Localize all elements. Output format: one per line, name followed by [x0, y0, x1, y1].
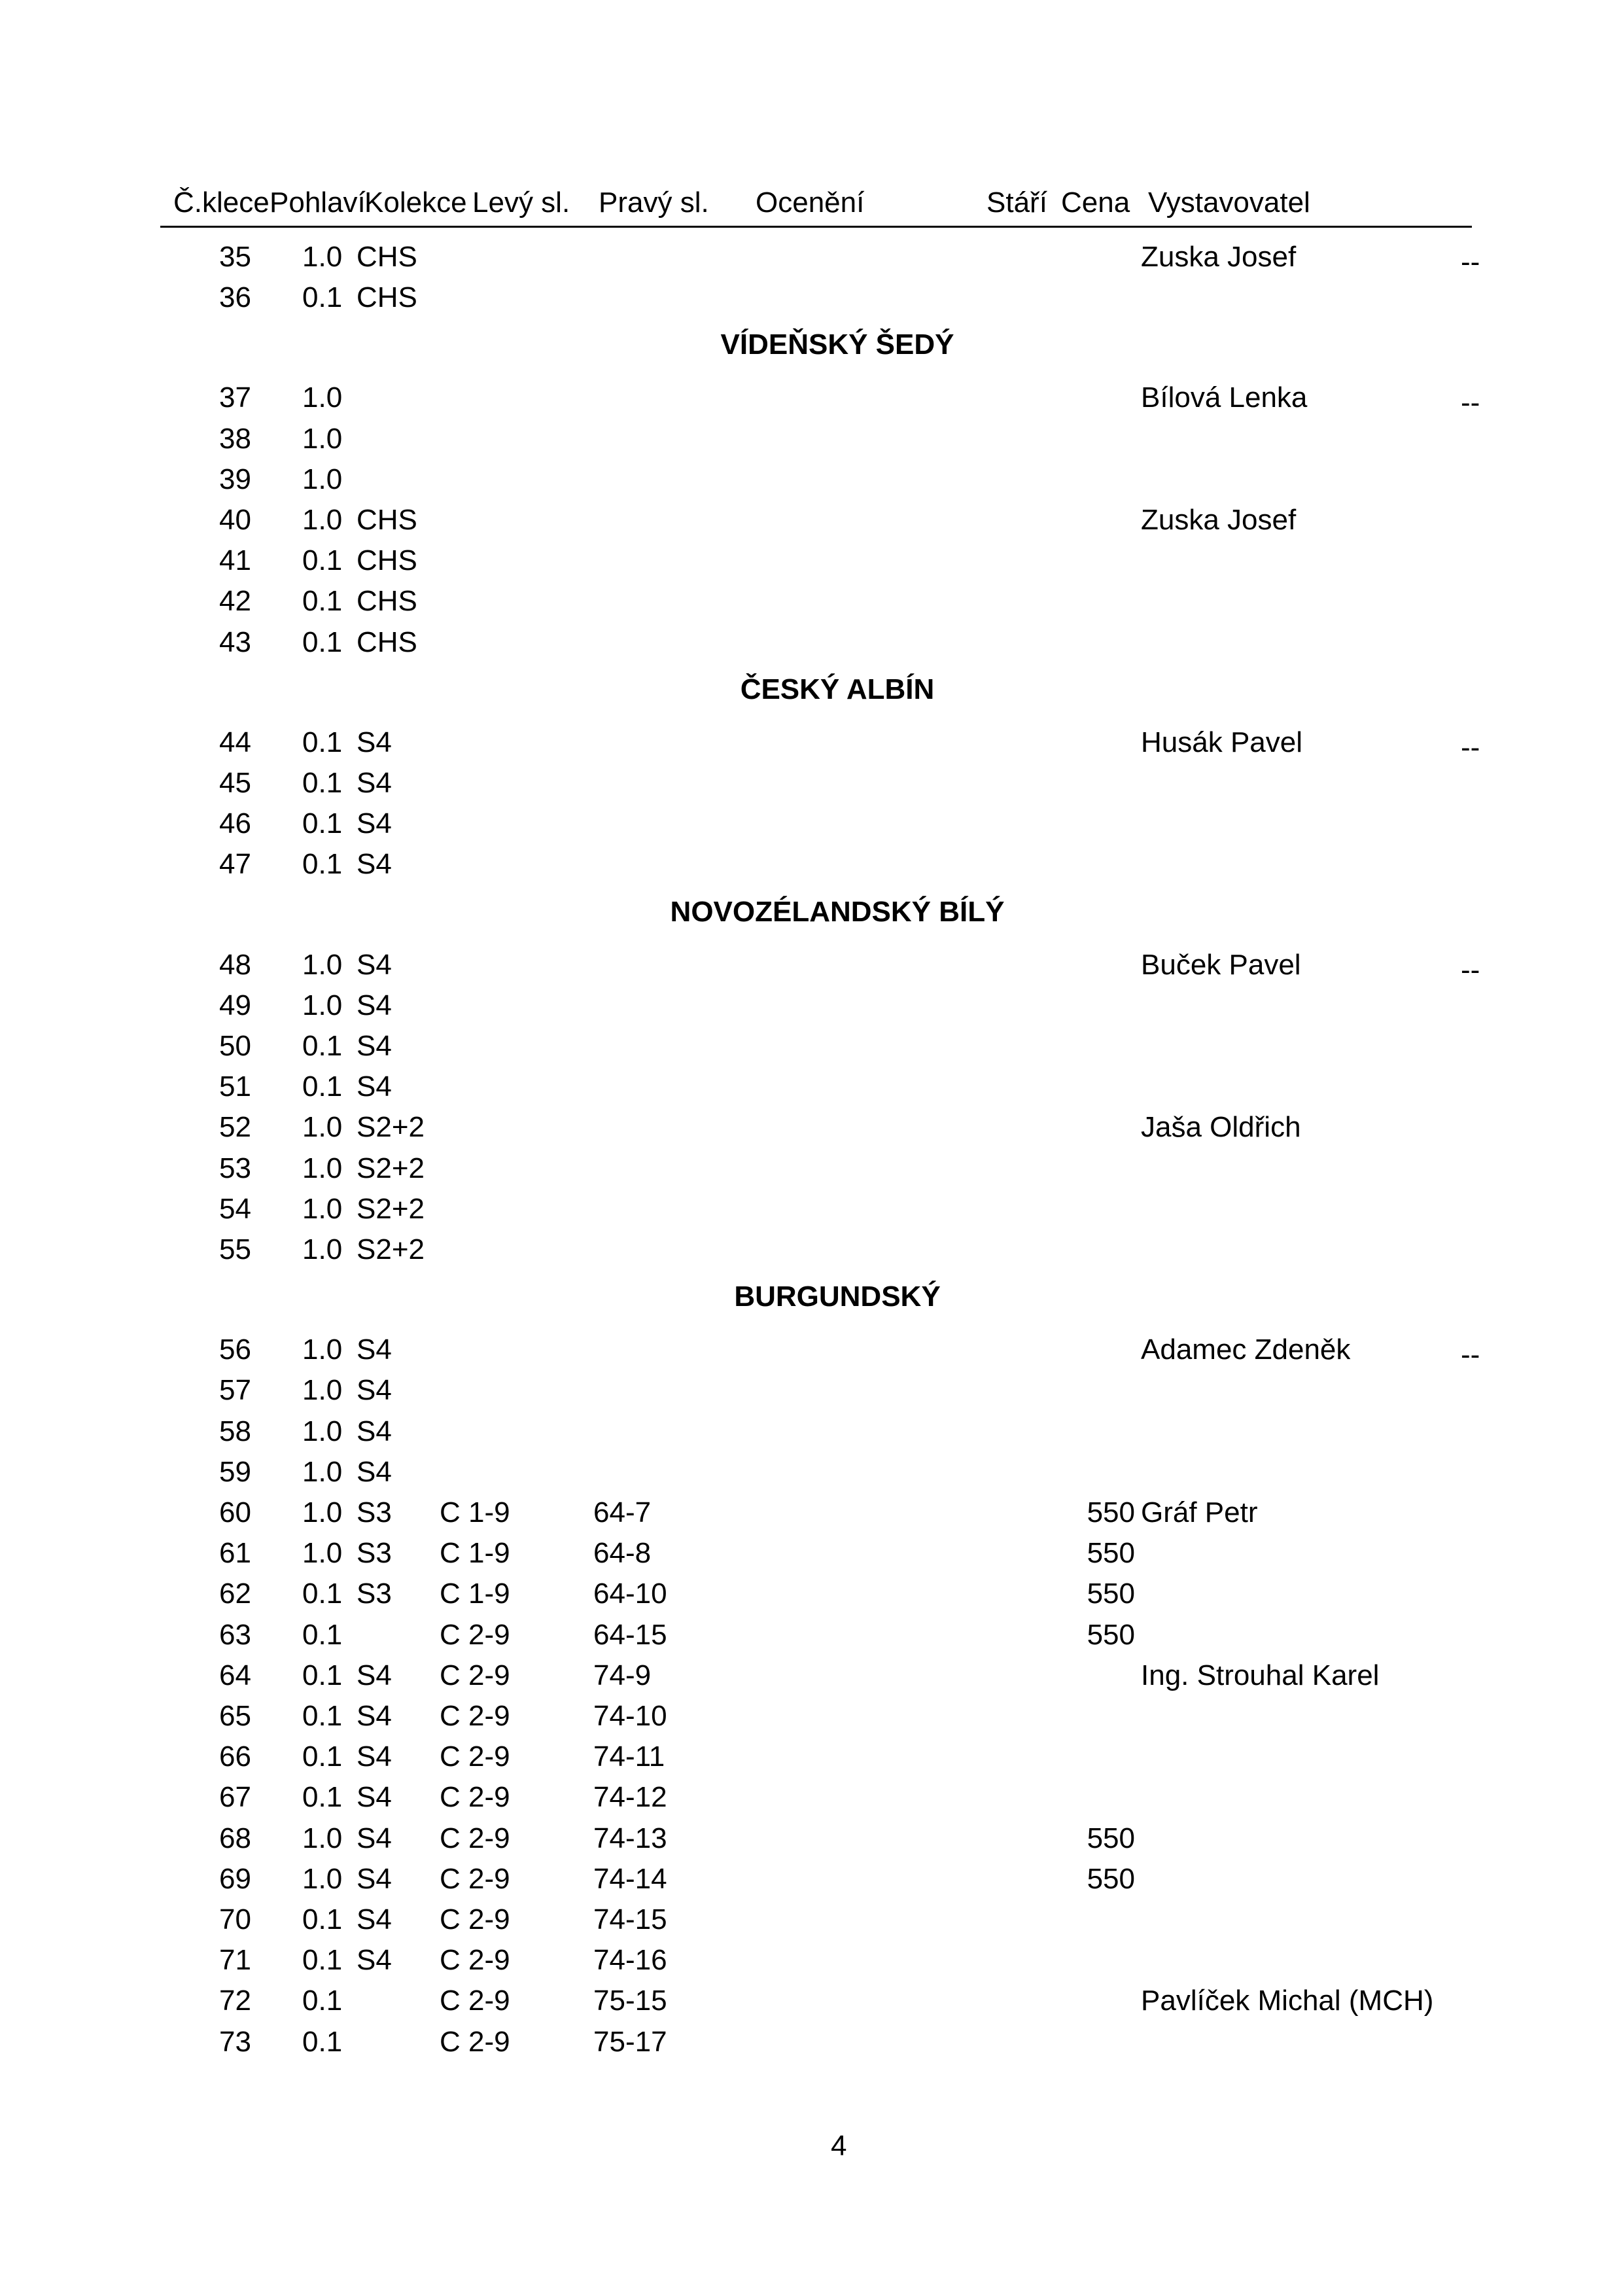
sex-cell: 0.1 [302, 848, 343, 880]
right-tattoo-cell: 74-11 [593, 1740, 665, 1773]
sex-cell: 0.1 [302, 1659, 343, 1691]
sex-cell: 1.0 [302, 1456, 343, 1488]
collection-cell: S4 [357, 1659, 392, 1691]
sex-cell: 1.0 [302, 1374, 343, 1406]
cage-number-cell: 53 [219, 1152, 251, 1184]
table-row [0, 1330, 1623, 1370]
right-tattoo-cell: 74-10 [593, 1700, 667, 1732]
exhibitor-cell: Gráf Petr [1141, 1496, 1258, 1528]
table-row [0, 622, 1623, 663]
sex-cell: 1.0 [302, 1822, 343, 1854]
table-row [0, 2022, 1623, 2062]
collection-cell: CHS [357, 504, 417, 536]
table-row [0, 1859, 1623, 1899]
cage-number-cell: 67 [219, 1781, 251, 1813]
breed-title: NOVOZÉLANDSKÝ BÍLÝ [670, 895, 1005, 928]
sex-cell: 0.1 [302, 585, 343, 617]
left-tattoo-cell: C 2-9 [440, 1863, 510, 1895]
left-tattoo-cell: C 2-9 [440, 1781, 510, 1813]
header-right-tattoo: Pravý sl. [599, 186, 709, 219]
collection-cell: S4 [357, 1374, 392, 1406]
price-cell: 550 [1087, 1822, 1135, 1854]
breed-title: ČESKÝ ALBÍN [740, 673, 935, 705]
right-tattoo-cell: 75-17 [593, 2026, 667, 2058]
table-row [0, 804, 1623, 844]
collection-cell: CHS [357, 241, 417, 273]
cage-number-cell: 49 [219, 989, 251, 1021]
collection-cell: S4 [357, 848, 392, 880]
cage-number-cell: 61 [219, 1537, 251, 1569]
table-row [0, 1189, 1623, 1229]
collection-cell: S4 [357, 807, 392, 839]
left-tattoo-cell: C 1-9 [440, 1496, 510, 1528]
cage-number-cell: 50 [219, 1030, 251, 1062]
table-row [0, 1615, 1623, 1655]
collection-cell: S4 [357, 949, 392, 981]
table-row [0, 1777, 1623, 1818]
exhibitor-cell: Ing. Strouhal Karel [1141, 1659, 1380, 1691]
right-tattoo-cell: 64-10 [593, 1578, 667, 1610]
sex-cell: 0.1 [302, 544, 343, 576]
cage-number-cell: 39 [219, 463, 251, 495]
sex-cell: 1.0 [302, 1152, 343, 1184]
collection-cell: S3 [357, 1496, 392, 1528]
sex-cell: 0.1 [302, 1030, 343, 1062]
sex-cell: 1.0 [302, 423, 343, 455]
header-left-tattoo: Levý sl. [472, 186, 570, 219]
collection-cell: S4 [357, 1415, 392, 1447]
right-tattoo-cell: 74-14 [593, 1863, 667, 1895]
exhibitor-cell: Adamec Zdeněk [1141, 1333, 1351, 1366]
exhibitor-cell: Zuska Josef [1141, 241, 1297, 273]
price-cell: 550 [1087, 1578, 1135, 1610]
cage-number-cell: 38 [219, 423, 251, 455]
header-sex: Pohlaví [270, 186, 366, 219]
collection-cell: S2+2 [357, 1193, 425, 1225]
right-tattoo-cell: 64-15 [593, 1619, 667, 1651]
collection-cell: S2+2 [357, 1152, 425, 1184]
collection-cell: S4 [357, 1863, 392, 1895]
collection-cell: S4 [357, 1903, 392, 1935]
dash-mark-cell: -- [1461, 387, 1480, 419]
cage-number-cell: 60 [219, 1496, 251, 1528]
left-tattoo-cell: C 2-9 [440, 1740, 510, 1773]
exhibitor-cell: Zuska Josef [1141, 504, 1297, 536]
exhibitor-cell: Bílová Lenka [1141, 381, 1308, 414]
table-row [0, 1067, 1623, 1107]
header-price: Cena [1061, 186, 1130, 219]
breed-title: VÍDEŇSKÝ ŠEDÝ [720, 328, 954, 361]
sex-cell: 1.0 [302, 989, 343, 1021]
sex-cell: 1.0 [302, 1415, 343, 1447]
cage-number-cell: 45 [219, 767, 251, 799]
right-tattoo-cell: 74-16 [593, 1944, 667, 1976]
left-tattoo-cell: C 2-9 [440, 2026, 510, 2058]
sex-cell: 0.1 [302, 1903, 343, 1935]
cage-number-cell: 57 [219, 1374, 251, 1406]
cage-number-cell: 59 [219, 1456, 251, 1488]
table-row [0, 1229, 1623, 1270]
cage-number-cell: 44 [219, 726, 251, 758]
table-row [0, 1370, 1623, 1411]
header-rule [160, 226, 1472, 228]
right-tattoo-cell: 74-9 [593, 1659, 652, 1691]
sex-cell: 1.0 [302, 463, 343, 495]
table-row [0, 500, 1623, 540]
table-row [0, 1899, 1623, 1940]
cage-number-cell: 54 [219, 1193, 251, 1225]
cage-number-cell: 68 [219, 1822, 251, 1854]
cage-number-cell: 71 [219, 1944, 251, 1976]
sex-cell: 1.0 [302, 1111, 343, 1143]
collection-cell: CHS [357, 626, 417, 658]
page-number: 4 [831, 2130, 847, 2162]
cage-number-cell: 63 [219, 1619, 251, 1651]
collection-cell: S4 [357, 1700, 392, 1732]
cage-number-cell: 70 [219, 1903, 251, 1935]
sex-cell: 0.1 [302, 807, 343, 839]
cage-number-cell: 55 [219, 1233, 251, 1265]
cage-number-cell: 72 [219, 1985, 251, 2017]
table-row [0, 1940, 1623, 1981]
dash-mark-cell: -- [1461, 732, 1480, 764]
exhibitor-cell: Pavlíček Michal (MCH) [1141, 1985, 1434, 2017]
left-tattoo-cell: C 2-9 [440, 1700, 510, 1732]
table-row [0, 1492, 1623, 1533]
cage-number-cell: 41 [219, 544, 251, 576]
sex-cell: 0.1 [302, 1619, 343, 1651]
breed-title: BURGUNDSKÝ [734, 1280, 941, 1313]
cage-number-cell: 62 [219, 1578, 251, 1610]
table-row [0, 540, 1623, 581]
table-row [0, 277, 1623, 318]
breed-section-heading [0, 889, 1623, 935]
collection-cell: CHS [357, 585, 417, 617]
cage-number-cell: 35 [219, 241, 251, 273]
table-row [0, 581, 1623, 622]
cage-number-cell: 37 [219, 381, 251, 414]
dash-mark-cell: -- [1461, 246, 1480, 278]
table-row [0, 1148, 1623, 1189]
collection-cell: S4 [357, 1740, 392, 1773]
table-row [0, 844, 1623, 885]
right-tattoo-cell: 64-8 [593, 1537, 652, 1569]
table-row [0, 1981, 1623, 2021]
table-row [0, 1107, 1623, 1148]
table-row [0, 1818, 1623, 1859]
cage-number-cell: 43 [219, 626, 251, 658]
sex-cell: 0.1 [302, 767, 343, 799]
sex-cell: 1.0 [302, 1233, 343, 1265]
right-tattoo-cell: 75-15 [593, 1985, 667, 2017]
table-row [0, 378, 1623, 418]
table-row [0, 1533, 1623, 1574]
right-tattoo-cell: 64-7 [593, 1496, 652, 1528]
sex-cell: 0.1 [302, 1740, 343, 1773]
sex-cell: 0.1 [302, 1985, 343, 2017]
dash-mark-cell: -- [1461, 1339, 1480, 1371]
cage-number-cell: 36 [219, 281, 251, 313]
collection-cell: S4 [357, 1030, 392, 1062]
collection-cell: S4 [357, 989, 392, 1021]
sex-cell: 1.0 [302, 1333, 343, 1366]
cage-number-cell: 42 [219, 585, 251, 617]
collection-cell: S2+2 [357, 1233, 425, 1265]
collection-cell: CHS [357, 281, 417, 313]
exhibitor-cell: Jaša Oldřich [1141, 1111, 1301, 1143]
header-award: Ocenění [756, 186, 865, 219]
table-row [0, 459, 1623, 500]
breed-section-heading [0, 1274, 1623, 1320]
price-cell: 550 [1087, 1863, 1135, 1895]
header-collection: Kolekce [364, 186, 467, 219]
sex-cell: 1.0 [302, 949, 343, 981]
price-cell: 550 [1087, 1496, 1135, 1528]
left-tattoo-cell: C 2-9 [440, 1822, 510, 1854]
sex-cell: 1.0 [302, 1496, 343, 1528]
left-tattoo-cell: C 1-9 [440, 1578, 510, 1610]
left-tattoo-cell: C 1-9 [440, 1537, 510, 1569]
sex-cell: 1.0 [302, 1863, 343, 1895]
sex-cell: 0.1 [302, 2026, 343, 2058]
price-cell: 550 [1087, 1619, 1135, 1651]
cage-number-cell: 46 [219, 807, 251, 839]
left-tattoo-cell: C 2-9 [440, 1903, 510, 1935]
table-row [0, 419, 1623, 459]
table-row [0, 1411, 1623, 1452]
sex-cell: 0.1 [302, 1700, 343, 1732]
breed-section-heading [0, 322, 1623, 368]
collection-cell: S4 [357, 1456, 392, 1488]
sex-cell: 1.0 [302, 504, 343, 536]
table-row [0, 1655, 1623, 1696]
exhibitor-cell: Buček Pavel [1141, 949, 1301, 981]
cage-number-cell: 47 [219, 848, 251, 880]
cage-number-cell: 64 [219, 1659, 251, 1691]
table-row [0, 1696, 1623, 1737]
table-row [0, 945, 1623, 985]
sex-cell: 0.1 [302, 281, 343, 313]
left-tattoo-cell: C 2-9 [440, 1944, 510, 1976]
dash-mark-cell: -- [1461, 954, 1480, 986]
sex-cell: 1.0 [302, 381, 343, 414]
cage-number-cell: 69 [219, 1863, 251, 1895]
table-row [0, 1574, 1623, 1614]
collection-cell: S4 [357, 1822, 392, 1854]
cage-number-cell: 58 [219, 1415, 251, 1447]
header-cage-number: Č.klece [173, 186, 270, 219]
collection-cell: S3 [357, 1578, 392, 1610]
cage-number-cell: 51 [219, 1070, 251, 1103]
sex-cell: 0.1 [302, 726, 343, 758]
sex-cell: 0.1 [302, 1781, 343, 1813]
right-tattoo-cell: 74-12 [593, 1781, 667, 1813]
table-row [0, 763, 1623, 804]
exhibitor-cell: Husák Pavel [1141, 726, 1303, 758]
sex-cell: 1.0 [302, 241, 343, 273]
sex-cell: 0.1 [302, 1070, 343, 1103]
cage-number-cell: 40 [219, 504, 251, 536]
sex-cell: 1.0 [302, 1537, 343, 1569]
cage-number-cell: 73 [219, 2026, 251, 2058]
breed-section-heading [0, 667, 1623, 713]
left-tattoo-cell: C 2-9 [440, 1619, 510, 1651]
collection-cell: CHS [357, 544, 417, 576]
cage-number-cell: 56 [219, 1333, 251, 1366]
left-tattoo-cell: C 2-9 [440, 1659, 510, 1691]
right-tattoo-cell: 74-15 [593, 1903, 667, 1935]
collection-cell: S4 [357, 726, 392, 758]
sex-cell: 0.1 [302, 1578, 343, 1610]
sex-cell: 0.1 [302, 626, 343, 658]
table-row [0, 1737, 1623, 1777]
cage-number-cell: 52 [219, 1111, 251, 1143]
table-row [0, 985, 1623, 1026]
sex-cell: 0.1 [302, 1944, 343, 1976]
table-row [0, 1452, 1623, 1492]
price-cell: 550 [1087, 1537, 1135, 1569]
header-exhibitor: Vystavovatel [1148, 186, 1310, 219]
collection-cell: S4 [357, 1070, 392, 1103]
table-row [0, 1026, 1623, 1067]
left-tattoo-cell: C 2-9 [440, 1985, 510, 2017]
table-row [0, 722, 1623, 763]
sex-cell: 1.0 [302, 1193, 343, 1225]
collection-cell: S2+2 [357, 1111, 425, 1143]
collection-cell: S4 [357, 767, 392, 799]
collection-cell: S4 [357, 1944, 392, 1976]
collection-cell: S3 [357, 1537, 392, 1569]
collection-cell: S4 [357, 1333, 392, 1366]
right-tattoo-cell: 74-13 [593, 1822, 667, 1854]
collection-cell: S4 [357, 1781, 392, 1813]
cage-number-cell: 66 [219, 1740, 251, 1773]
cage-number-cell: 65 [219, 1700, 251, 1732]
cage-number-cell: 48 [219, 949, 251, 981]
table-row [0, 237, 1623, 277]
header-age: Stáří [986, 186, 1047, 219]
